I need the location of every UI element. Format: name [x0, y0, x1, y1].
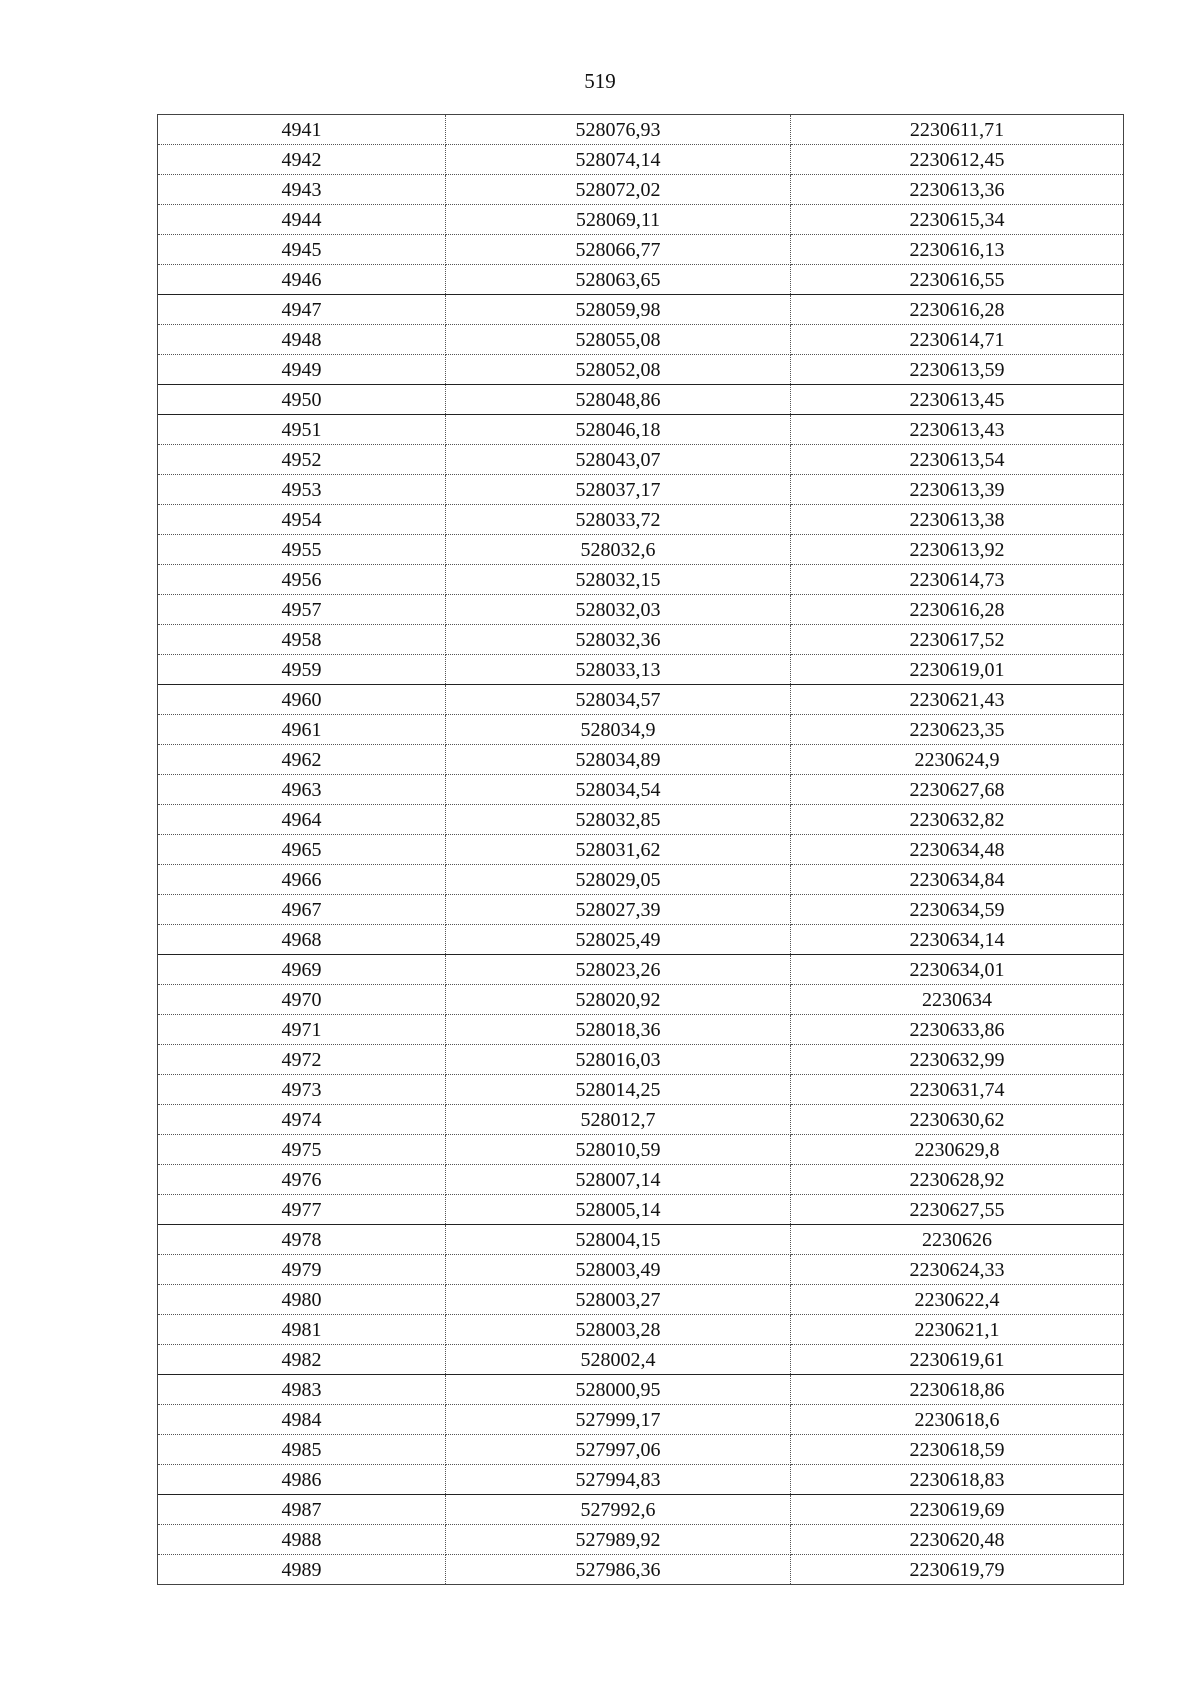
point-number-cell: 4963	[158, 775, 446, 805]
y-coordinate-cell: 2230624,9	[791, 745, 1124, 775]
y-coordinate-cell: 2230614,71	[791, 325, 1124, 355]
table-row	[158, 1255, 1124, 1285]
table-row	[158, 955, 1124, 985]
point-number-cell: 4959	[158, 655, 446, 685]
y-coordinate-cell: 2230613,59	[791, 355, 1124, 385]
point-number-cell: 4968	[158, 925, 446, 955]
table-row	[158, 1135, 1124, 1165]
y-coordinate-cell: 2230634,48	[791, 835, 1124, 865]
table-row	[158, 685, 1124, 715]
x-coordinate-cell: 527994,83	[446, 1465, 791, 1495]
x-coordinate-cell: 528003,27	[446, 1285, 791, 1315]
table-row	[158, 445, 1124, 475]
table-row	[158, 1495, 1124, 1525]
x-coordinate-cell: 527997,06	[446, 1435, 791, 1465]
point-number-cell: 4943	[158, 175, 446, 205]
coordinates-table-body	[158, 115, 1124, 1585]
x-coordinate-cell: 528046,18	[446, 415, 791, 445]
x-coordinate-cell: 528063,65	[446, 265, 791, 295]
point-number-cell: 4985	[158, 1435, 446, 1465]
y-coordinate-cell: 2230634,01	[791, 955, 1124, 985]
x-coordinate-cell: 528052,08	[446, 355, 791, 385]
table-row	[158, 265, 1124, 295]
table-row	[158, 1465, 1124, 1495]
y-coordinate-cell: 2230613,92	[791, 535, 1124, 565]
x-coordinate-cell: 527992,6	[446, 1495, 791, 1525]
table-row	[158, 505, 1124, 535]
y-coordinate-cell: 2230632,99	[791, 1045, 1124, 1075]
point-number-cell: 4962	[158, 745, 446, 775]
table-row	[158, 1405, 1124, 1435]
x-coordinate-cell: 528003,28	[446, 1315, 791, 1345]
table-row	[158, 355, 1124, 385]
x-coordinate-cell: 528037,17	[446, 475, 791, 505]
y-coordinate-cell: 2230628,92	[791, 1165, 1124, 1195]
table-row	[158, 775, 1124, 805]
table-row	[158, 1075, 1124, 1105]
x-coordinate-cell: 528004,15	[446, 1225, 791, 1255]
y-coordinate-cell: 2230629,8	[791, 1135, 1124, 1165]
y-coordinate-cell: 2230615,34	[791, 205, 1124, 235]
point-number-cell: 4958	[158, 625, 446, 655]
x-coordinate-cell: 528002,4	[446, 1345, 791, 1375]
point-number-cell: 4961	[158, 715, 446, 745]
table-row	[158, 805, 1124, 835]
x-coordinate-cell: 528076,93	[446, 115, 791, 145]
x-coordinate-cell: 528007,14	[446, 1165, 791, 1195]
point-number-cell: 4948	[158, 325, 446, 355]
table-row	[158, 205, 1124, 235]
x-coordinate-cell: 528034,57	[446, 685, 791, 715]
y-coordinate-cell: 2230634,84	[791, 865, 1124, 895]
point-number-cell: 4960	[158, 685, 446, 715]
point-number-cell: 4978	[158, 1225, 446, 1255]
table-row	[158, 385, 1124, 415]
table-row	[158, 835, 1124, 865]
table-row	[158, 535, 1124, 565]
point-number-cell: 4969	[158, 955, 446, 985]
point-number-cell: 4972	[158, 1045, 446, 1075]
table-row	[158, 145, 1124, 175]
x-coordinate-cell: 527989,92	[446, 1525, 791, 1555]
table-row	[158, 1375, 1124, 1405]
point-number-cell: 4951	[158, 415, 446, 445]
y-coordinate-cell: 2230619,79	[791, 1555, 1124, 1585]
x-coordinate-cell: 528033,72	[446, 505, 791, 535]
x-coordinate-cell: 528074,14	[446, 145, 791, 175]
point-number-cell: 4977	[158, 1195, 446, 1225]
y-coordinate-cell: 2230618,86	[791, 1375, 1124, 1405]
y-coordinate-cell: 2230631,74	[791, 1075, 1124, 1105]
point-number-cell: 4946	[158, 265, 446, 295]
point-number-cell: 4942	[158, 145, 446, 175]
table-row	[158, 325, 1124, 355]
x-coordinate-cell: 528025,49	[446, 925, 791, 955]
point-number-cell: 4957	[158, 595, 446, 625]
x-coordinate-cell: 528018,36	[446, 1015, 791, 1045]
x-coordinate-cell: 528055,08	[446, 325, 791, 355]
table-row	[158, 1315, 1124, 1345]
point-number-cell: 4953	[158, 475, 446, 505]
y-coordinate-cell: 2230627,68	[791, 775, 1124, 805]
x-coordinate-cell: 528027,39	[446, 895, 791, 925]
table-row	[158, 1555, 1124, 1585]
point-number-cell: 4986	[158, 1465, 446, 1495]
table-row	[158, 925, 1124, 955]
x-coordinate-cell: 528032,15	[446, 565, 791, 595]
point-number-cell: 4989	[158, 1555, 446, 1585]
y-coordinate-cell: 2230617,52	[791, 625, 1124, 655]
y-coordinate-cell: 2230620,48	[791, 1525, 1124, 1555]
point-number-cell: 4975	[158, 1135, 446, 1165]
x-coordinate-cell: 528033,13	[446, 655, 791, 685]
y-coordinate-cell: 2230619,01	[791, 655, 1124, 685]
point-number-cell: 4988	[158, 1525, 446, 1555]
y-coordinate-cell: 2230613,36	[791, 175, 1124, 205]
x-coordinate-cell: 528034,9	[446, 715, 791, 745]
y-coordinate-cell: 2230611,71	[791, 115, 1124, 145]
point-number-cell: 4983	[158, 1375, 446, 1405]
x-coordinate-cell: 528069,11	[446, 205, 791, 235]
point-number-cell: 4981	[158, 1315, 446, 1345]
table-row	[158, 745, 1124, 775]
table-row	[158, 1195, 1124, 1225]
point-number-cell: 4982	[158, 1345, 446, 1375]
point-number-cell: 4949	[158, 355, 446, 385]
x-coordinate-cell: 528020,92	[446, 985, 791, 1015]
point-number-cell: 4964	[158, 805, 446, 835]
point-number-cell: 4966	[158, 865, 446, 895]
table-row	[158, 175, 1124, 205]
table-row	[158, 895, 1124, 925]
point-number-cell: 4970	[158, 985, 446, 1015]
y-coordinate-cell: 2230627,55	[791, 1195, 1124, 1225]
table-row	[158, 1345, 1124, 1375]
x-coordinate-cell: 528016,03	[446, 1045, 791, 1075]
point-number-cell: 4967	[158, 895, 446, 925]
x-coordinate-cell: 528014,25	[446, 1075, 791, 1105]
point-number-cell: 4980	[158, 1285, 446, 1315]
x-coordinate-cell: 528005,14	[446, 1195, 791, 1225]
y-coordinate-cell: 2230613,43	[791, 415, 1124, 445]
point-number-cell: 4941	[158, 115, 446, 145]
table-row	[158, 715, 1124, 745]
point-number-cell: 4944	[158, 205, 446, 235]
point-number-cell: 4976	[158, 1165, 446, 1195]
table-row	[158, 1285, 1124, 1315]
table-row	[158, 1525, 1124, 1555]
x-coordinate-cell: 528032,6	[446, 535, 791, 565]
y-coordinate-cell: 2230619,69	[791, 1495, 1124, 1525]
y-coordinate-cell: 2230616,28	[791, 295, 1124, 325]
y-coordinate-cell: 2230613,38	[791, 505, 1124, 535]
y-coordinate-cell: 2230618,6	[791, 1405, 1124, 1435]
x-coordinate-cell: 527986,36	[446, 1555, 791, 1585]
y-coordinate-cell: 2230621,43	[791, 685, 1124, 715]
x-coordinate-cell: 528012,7	[446, 1105, 791, 1135]
coordinates-table	[157, 114, 1124, 1585]
table-row	[158, 595, 1124, 625]
y-coordinate-cell: 2230634,14	[791, 925, 1124, 955]
point-number-cell: 4950	[158, 385, 446, 415]
table-row	[158, 1225, 1124, 1255]
table-row	[158, 295, 1124, 325]
y-coordinate-cell: 2230633,86	[791, 1015, 1124, 1045]
y-coordinate-cell: 2230616,28	[791, 595, 1124, 625]
y-coordinate-cell: 2230622,4	[791, 1285, 1124, 1315]
point-number-cell: 4945	[158, 235, 446, 265]
x-coordinate-cell: 528059,98	[446, 295, 791, 325]
y-coordinate-cell: 2230630,62	[791, 1105, 1124, 1135]
y-coordinate-cell: 2230616,13	[791, 235, 1124, 265]
x-coordinate-cell: 528000,95	[446, 1375, 791, 1405]
y-coordinate-cell: 2230634,59	[791, 895, 1124, 925]
y-coordinate-cell: 2230634	[791, 985, 1124, 1015]
x-coordinate-cell: 528048,86	[446, 385, 791, 415]
page-number: 519	[584, 69, 616, 93]
table-row	[158, 235, 1124, 265]
y-coordinate-cell: 2230624,33	[791, 1255, 1124, 1285]
x-coordinate-cell: 528029,05	[446, 865, 791, 895]
x-coordinate-cell: 528072,02	[446, 175, 791, 205]
x-coordinate-cell: 528032,85	[446, 805, 791, 835]
table-row	[158, 1015, 1124, 1045]
table-row	[158, 1435, 1124, 1465]
y-coordinate-cell: 2230612,45	[791, 145, 1124, 175]
table-row	[158, 625, 1124, 655]
table-row	[158, 475, 1124, 505]
y-coordinate-cell: 2230621,1	[791, 1315, 1124, 1345]
x-coordinate-cell: 528034,54	[446, 775, 791, 805]
x-coordinate-cell: 527999,17	[446, 1405, 791, 1435]
y-coordinate-cell: 2230619,61	[791, 1345, 1124, 1375]
x-coordinate-cell: 528032,36	[446, 625, 791, 655]
point-number-cell: 4965	[158, 835, 446, 865]
table-row	[158, 1045, 1124, 1075]
point-number-cell: 4952	[158, 445, 446, 475]
point-number-cell: 4971	[158, 1015, 446, 1045]
table-row	[158, 415, 1124, 445]
point-number-cell: 4954	[158, 505, 446, 535]
table-row	[158, 1165, 1124, 1195]
point-number-cell: 4979	[158, 1255, 446, 1285]
point-number-cell: 4974	[158, 1105, 446, 1135]
y-coordinate-cell: 2230626	[791, 1225, 1124, 1255]
x-coordinate-cell: 528031,62	[446, 835, 791, 865]
table-row	[158, 1105, 1124, 1135]
y-coordinate-cell: 2230613,45	[791, 385, 1124, 415]
table-row	[158, 865, 1124, 895]
point-number-cell: 4956	[158, 565, 446, 595]
x-coordinate-cell: 528010,59	[446, 1135, 791, 1165]
x-coordinate-cell: 528034,89	[446, 745, 791, 775]
point-number-cell: 4987	[158, 1495, 446, 1525]
y-coordinate-cell: 2230618,83	[791, 1465, 1124, 1495]
table-row	[158, 115, 1124, 145]
y-coordinate-cell: 2230632,82	[791, 805, 1124, 835]
point-number-cell: 4947	[158, 295, 446, 325]
point-number-cell: 4955	[158, 535, 446, 565]
y-coordinate-cell: 2230618,59	[791, 1435, 1124, 1465]
y-coordinate-cell: 2230616,55	[791, 265, 1124, 295]
x-coordinate-cell: 528066,77	[446, 235, 791, 265]
x-coordinate-cell: 528003,49	[446, 1255, 791, 1285]
table-row	[158, 655, 1124, 685]
point-number-cell: 4984	[158, 1405, 446, 1435]
y-coordinate-cell: 2230613,54	[791, 445, 1124, 475]
y-coordinate-cell: 2230623,35	[791, 715, 1124, 745]
x-coordinate-cell: 528043,07	[446, 445, 791, 475]
x-coordinate-cell: 528032,03	[446, 595, 791, 625]
y-coordinate-cell: 2230614,73	[791, 565, 1124, 595]
table-row	[158, 985, 1124, 1015]
table-row	[158, 565, 1124, 595]
x-coordinate-cell: 528023,26	[446, 955, 791, 985]
point-number-cell: 4973	[158, 1075, 446, 1105]
y-coordinate-cell: 2230613,39	[791, 475, 1124, 505]
